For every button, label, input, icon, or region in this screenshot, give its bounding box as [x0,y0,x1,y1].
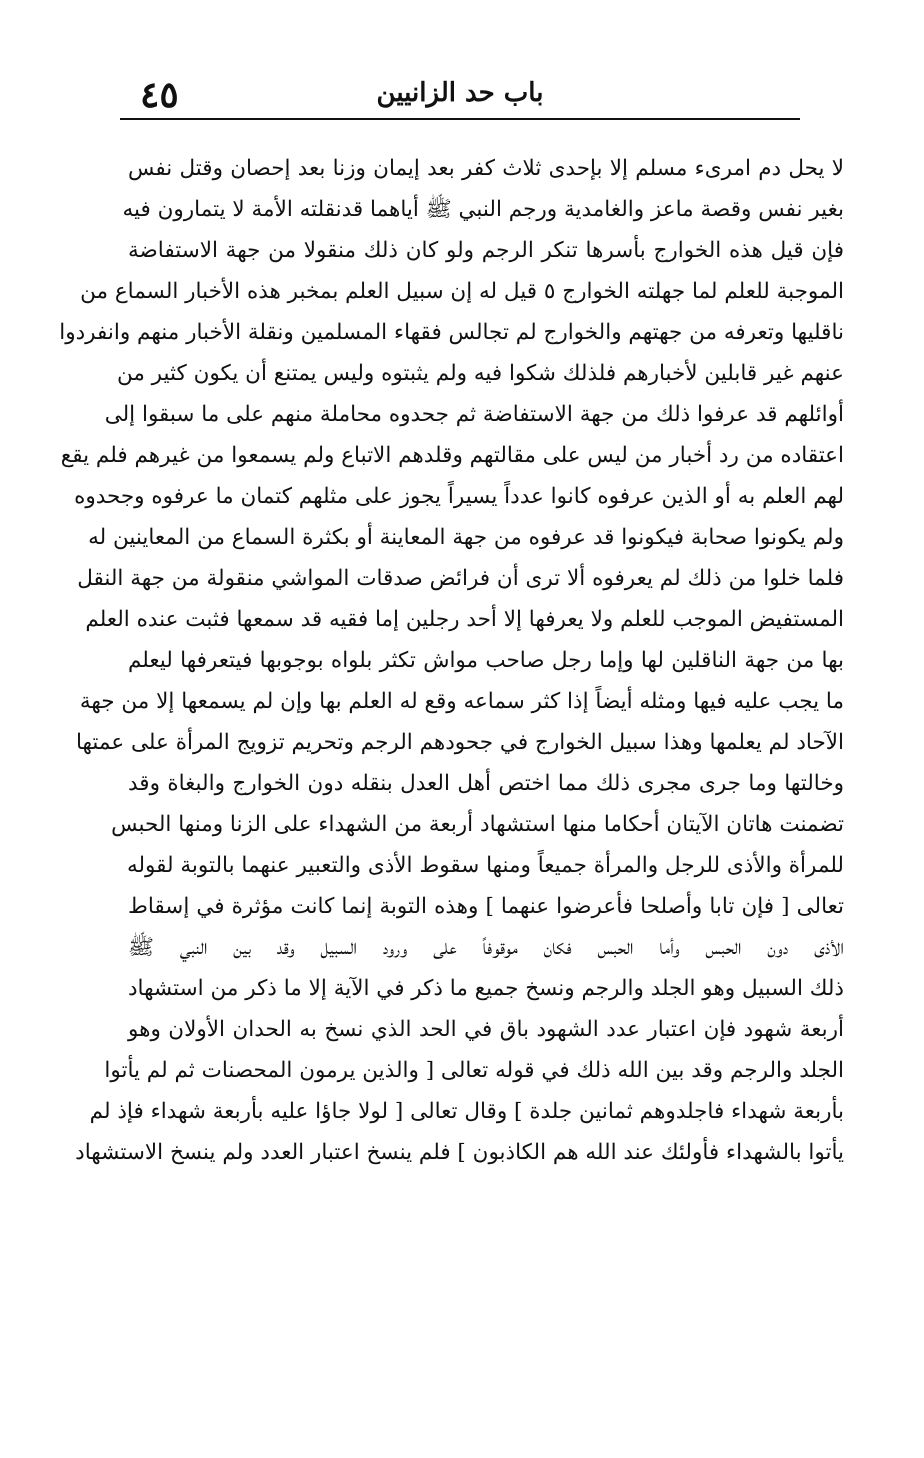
text-line: عنهم غير قابلين لأخبارهم فلذلك شكوا فيه ولم يثبتوه وليس يمتنع أن يكون كثير من [116,361,844,386]
text-line: تضمنت هاتان الآيتان أحكاما منها استشهاد أربعة من الشهداء على الزنا ومنها الحبس [111,812,844,837]
text-line: بأربعة شهداء فاجلدوهم ثمانين جلدة ] وقال تعالى [ لولا جاؤا عليه بأربعة شهداء فإذ لم [89,1099,844,1124]
text-line: لا يحل دم امرىء مسلم إلا بإحدى ثلاث كفر بعد إيمان وزنا بعد إحصان وقتل نفس [128,156,844,181]
text-line: بها من جهة الناقلين لها وإما رجل صاحب مواش تكثر بلواه بوجوبها فيتعرفها ليعلم [128,648,844,673]
text-line: بغير نفس وقصة ماعز والغامدية ورجم النبي ﷺ أياهما قدنقلته الأمة لا يتمارون فيه [122,197,844,222]
page-header [120,62,800,122]
text-line: اعتقاده من رد أخبار من ليس على مقالتهم وقلدهم الاتباع ولم يسمعوا من غيرهم فلم يقع [60,443,844,468]
text-line: يأتوا بالشهداء فأولئك عند الله هم الكاذبون ] فلم ينسخ اعتبار العدد ولم ينسخ الاستشهاد [75,1140,844,1165]
text-line: فلما خلوا من ذلك لم يعرفوه ألا ترى أن فرائض صدقات المواشي منقولة من جهة النقل [77,566,844,591]
text-line: للمرأة والأذى للرجل والمرأة جميعاً ومنها سقوط الأذى والتعبير عنهما بالتوبة لقوله [126,853,844,878]
page-number: ٤٥ [140,74,179,116]
text-line: فإن قيل هذه الخوارج بأسرها تنكر الرجم ولو كان ذلك منقولا من جهة الاستفاضة [128,238,844,263]
text-line: ذلك السبيل وهو الجلد والرجم ونسخ جميع ما ذكر في الآية إلا ما ذكر من استشهاد [127,976,844,1001]
text-line: أربعة شهود فإن اعتبار عدد الشهود باق في الحد الذي نسخ به الحدان الأولان وهو [128,1017,844,1042]
text-line: ناقليها وتعرفه من جهتهم والخوارج لم تجالس فقهاء المسلمين ونقلة الأخبار منهم وانفردوا [59,320,844,345]
header-rule [120,118,800,120]
text-line: الأذى دون الحبس وأما الحبس فكان موقوفاً على ورود السبيل وقد بين النبي ﷺ [128,935,844,960]
text-line: المستفيض الموجب للعلم ولا يعرفها إلا أحد رجلين إما فقيه قد سمعها فثبت عنده العلم [85,607,844,632]
text-line: تعالى [ فإن تابا وأصلحا فأعرضوا عنهما ] وهذه التوبة إنما كانت مؤثرة في إسقاط [128,894,844,919]
text-line: الآحاد لم يعلمها وهذا سبيل الخوارج في جحودهم الرجم وتحريم تزويج المرأة على عمتها [75,730,844,755]
text-line: وخالتها وما جرى مجرى ذلك مما اختص أهل العدل بنقله دون الخوارج والبغاة وقد [128,771,844,796]
text-line: أوائلهم قد عرفوا ذلك من جهة الاستفاضة ثم جحدوه محاملة منهم على ما سبقوا إلى [104,402,844,427]
text-line: الجلد والرجم وقد بين الله ذلك في قوله تعالى [ والذين يرمون المحصنات ثم لم يأتوا [104,1058,844,1083]
text-line: ما يجب عليه فيها ومثله أيضاً إذا كثر سماعه وقع له العلم بها وإن لم يسمعها إلا من جهة [79,689,844,714]
text-line: الموجبة للعلم لما جهلته الخوارج ٥ قيل له إن سبيل العلم بمخبر هذه الأخبار السماع من [80,279,844,304]
text-line: ولم يكونوا صحابة فيكونوا قد عرفوه من جهة المعاينة أو بكثرة السماع من المعاينين له [88,525,844,550]
body-text [59,148,844,1173]
text-line: لهم العلم به أو الذين عرفوه كانوا عدداً يسيراً يجوز على مثلهم كتمان ما عرفوه وجحدوه [74,484,844,509]
running-title: باب حد الزانيين [376,78,544,108]
